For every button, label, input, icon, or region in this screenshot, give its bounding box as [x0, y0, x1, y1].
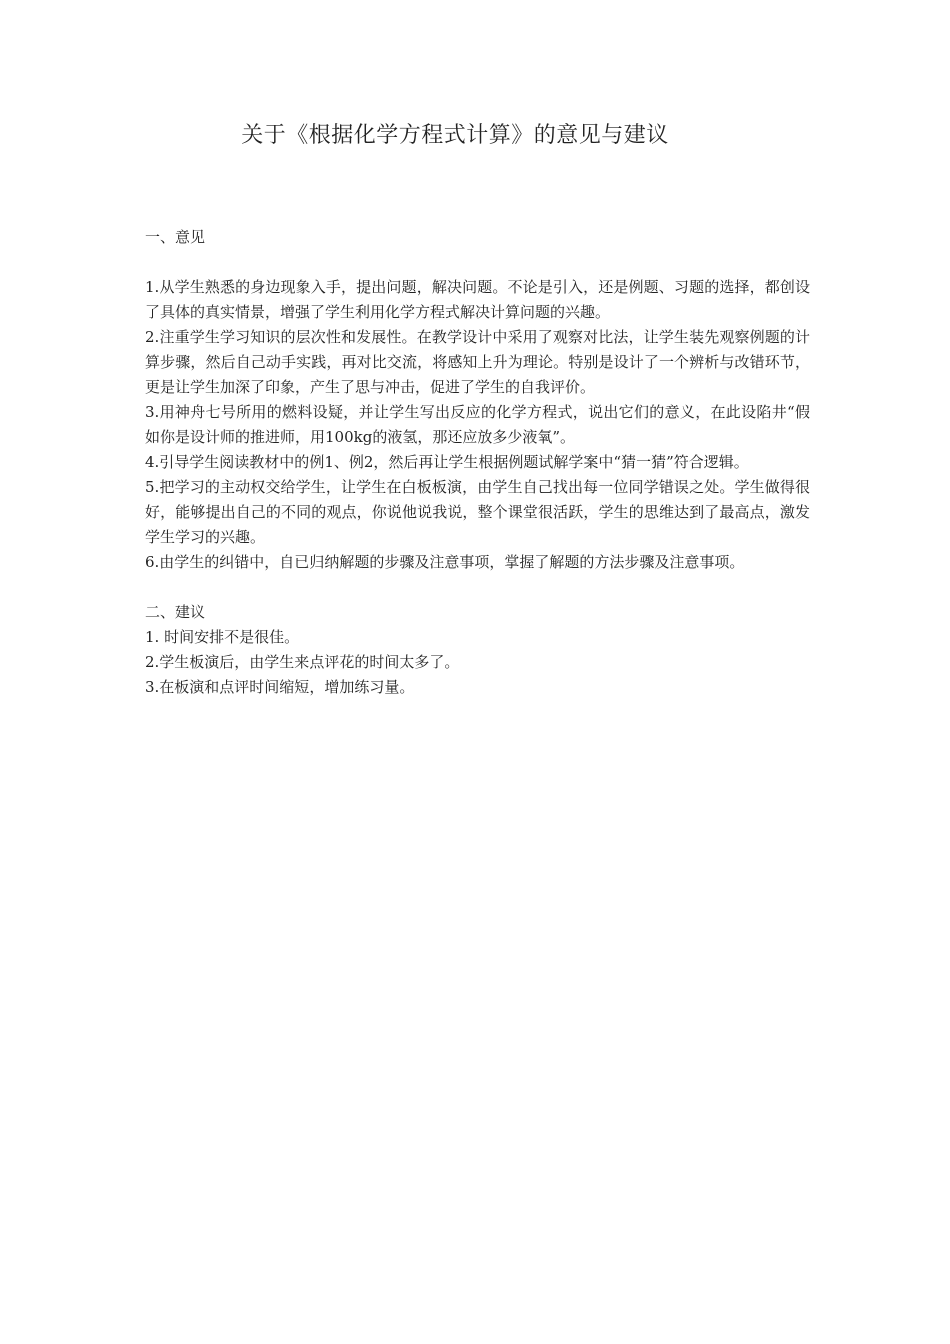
opinion-item-5: 5.把学习的主动权交给学生，让学生在白板板演，由学生自己找出每一位同学错误之处。学生做得很好，能够提出自己的不同的观点，你说他说我说，整个课堂很活跃，学生的思维达到了最高点，激发学生学习的兴趣。: [145, 478, 810, 546]
spacer: [145, 250, 810, 275]
spacer: [145, 575, 810, 600]
opinion-item-6: 6.由学生的纠错中，自已归纳解题的步骤及注意事项，掌握了解题的方法步骤及注意事项。: [145, 553, 745, 571]
suggestion-item-1: 1. 时间安排不是很佳。: [145, 628, 300, 646]
opinion-item-2: 2.注重学生学习知识的层次性和发展性。在教学设计中采用了观察对比法，让学生装先观察例题的计算步骤，然后自己动手实践，再对比交流，将感知上升为理论。特别是设计了一个辨析与改错环节，更是让学生加深了印象，产生了思与冲击，促进了学生的自我评价。: [145, 328, 810, 396]
suggestion-item-2: 2.学生板演后，由学生来点评花的时间太多了。: [145, 653, 460, 671]
document-body: [145, 225, 810, 700]
opinion-item-1: 1.从学生熟悉的身边现象入手，提出问题，解决问题。不论是引入，还是例题、习题的选择，都创设了具体的真实情景，增强了学生利用化学方程式解决计算问题的兴趣。: [145, 278, 810, 321]
suggestions-heading: 二、建议: [145, 603, 206, 621]
document-title: 关于《根据化学方程式计算》的意见与建议: [241, 123, 669, 148]
suggestion-item-3: 3.在板演和点评时间缩短，增加练习量。: [145, 678, 415, 696]
opinion-item-3: 3.用神舟七号所用的燃料设疑，并让学生写出反应的化学方程式，说出它们的意义，在此设陷井“假如你是设计师的推进师，用100kg的液氢，那还应放多少液氧”。: [145, 403, 810, 446]
opinions-heading: 一、意见: [145, 228, 206, 246]
opinion-item-4: 4.引导学生阅读教材中的例1、例2，然后再让学生根据例题试解学案中“猜一猜”符合逻辑。: [145, 453, 749, 471]
